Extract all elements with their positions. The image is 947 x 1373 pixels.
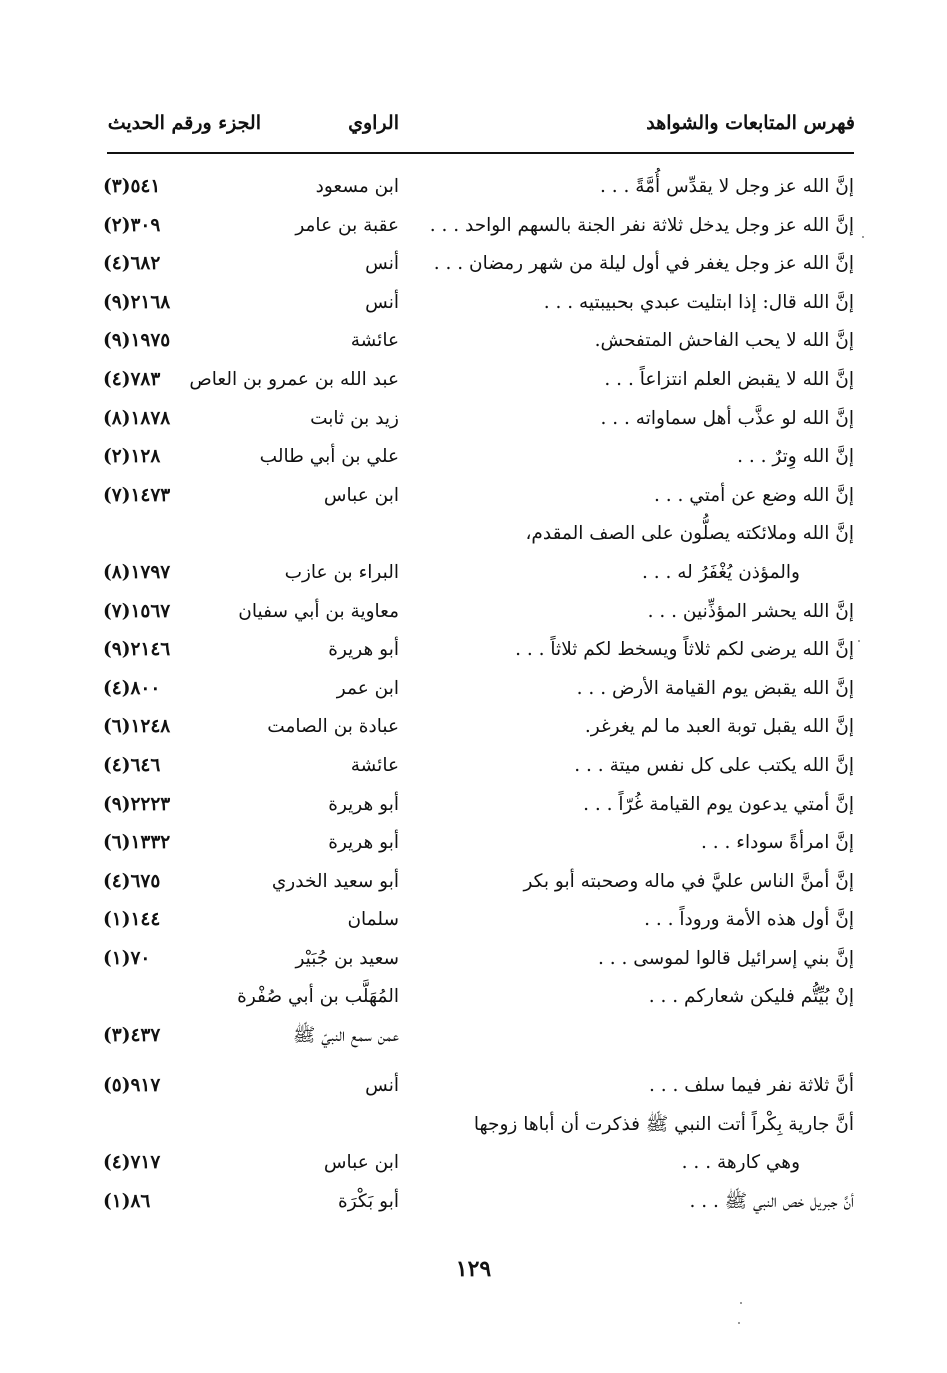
volume-hadith-reference: ٥٤١(٣) [103, 176, 161, 197]
narrator-name: أبو هريرة [328, 832, 399, 854]
narrator-name: أبو هريرة [328, 639, 399, 661]
narrator-name: سلمان [347, 909, 399, 931]
index-title: فهرس المتابعات والشواهد [646, 112, 855, 134]
hadith-incipit: إنَّ الله لا يحب الفاحش المتفحش. [594, 330, 854, 352]
index-entry-row [0, 440, 947, 479]
index-entry-row [0, 865, 947, 904]
hadith-incipit: إنَّ أمنَّ الناس عليَّ في ماله وصحبته أبو بكر [523, 870, 854, 892]
volume-hadith-reference: ١٢٤٨(٦) [103, 716, 171, 738]
speck [858, 640, 860, 642]
narrator-name: عائشة [350, 754, 399, 776]
volume-hadith-reference: ٢١٤٦(٩) [103, 639, 171, 661]
index-header [0, 112, 947, 142]
reference-column-heading: الجزء ورقم الحديث [107, 112, 261, 134]
index-entry-row [0, 1185, 947, 1224]
volume-hadith-reference: ٩١٧(٥) [103, 1075, 161, 1097]
narrator-name: عبادة بن الصامت [267, 716, 399, 738]
hadith-incipit: أنَّ جبريل خص النبي ﷺ . . . [689, 1190, 854, 1212]
hadith-incipit: إنَّ الله وملائكته يصلُّون على الصف المقدم، [525, 523, 854, 545]
narrator-name: ابن عمر [336, 677, 399, 699]
index-entry-row [0, 363, 947, 402]
hadith-incipit: إنَّ الله قال: إذا ابتليت عبدي بحبيبتيه . . . [543, 291, 854, 313]
hadith-incipit: إنَّ امرأةً سوداء . . . [701, 832, 854, 854]
index-entry-row [0, 710, 947, 749]
hadith-incipit: إنَّ الله عز وجل يغفر في أول ليلة من شهر رمضان . . . [433, 253, 854, 275]
speck [738, 1322, 740, 1324]
volume-hadith-reference: ١٨٧٨(٨) [103, 407, 171, 429]
narrator-name: عبد الله بن عمرو بن العاص [189, 368, 399, 390]
index-entry-row [0, 1146, 947, 1185]
hadith-incipit: وهي كارهة . . . [681, 1152, 800, 1174]
hadith-incipit: إنَّ الله وضع عن أمتي . . . [653, 484, 854, 506]
index-entry-row [0, 479, 947, 518]
index-entry-row [0, 209, 947, 248]
speck [862, 236, 864, 238]
volume-hadith-reference: ٢١٦٨(٩) [103, 291, 171, 313]
index-entry-row [0, 788, 947, 827]
narrator-name: أنس [365, 1075, 399, 1097]
index-entry-row [0, 633, 947, 672]
hadith-incipit: أنَّ جارية بِكْراً أتت النبي ﷺ فذكرت أن أباها زوجها [473, 1113, 854, 1135]
volume-hadith-reference: ١٤٤(١) [103, 909, 161, 931]
narrator-name: ابن عباس [323, 1152, 399, 1174]
index-entry-row [0, 247, 947, 286]
volume-hadith-reference: ١٤٧٣(٧) [103, 484, 171, 506]
volume-hadith-reference: ١٣٣٢(٦) [103, 832, 171, 854]
narrator-name: ابن عباس [323, 484, 399, 506]
index-entry-row [0, 556, 947, 595]
hadith-incipit: إنْ بُيِّتُّم فليكن شعاركم . . . [648, 986, 854, 1008]
hadith-incipit: إنَّ الله وِترٌ . . . [737, 446, 854, 468]
hadith-incipit: إنَّ الله عز وجل يدخل ثلاثة نفر الجنة بالسهم الواحد . . . [429, 214, 854, 236]
hadith-incipit: إنَّ أمتي يدعون يوم القيامة غُرّاً . . . [583, 793, 854, 815]
narrator-name: عمن سمع النبيّ ﷺ [292, 1025, 399, 1047]
index-entry-row [0, 826, 947, 865]
narrator-name: عائشة [350, 330, 399, 352]
volume-hadith-reference: ٦٤٦(٤) [103, 754, 161, 776]
narrator-name: أنس [365, 291, 399, 313]
hadith-incipit: إنَّ الله يحشر المؤذِّنين . . . [647, 600, 854, 622]
volume-hadith-reference: ١٧٩٧(٨) [103, 561, 171, 583]
narrator-name: أنس [365, 253, 399, 275]
narrator-name: البراء بن عازب [284, 561, 399, 583]
volume-hadith-reference: ٧٨٣(٤) [103, 368, 161, 390]
narrator-name: ابن مسعود [315, 176, 399, 197]
index-entry-row [0, 1108, 947, 1147]
index-entry-row [0, 402, 947, 441]
volume-hadith-reference: ٧٠(١) [103, 947, 151, 969]
index-entry-row [0, 170, 947, 209]
volume-hadith-reference: ٦٨٢(٤) [103, 253, 161, 275]
page-number: ١٢٩ [455, 1256, 492, 1282]
index-entry-row [0, 942, 947, 981]
hadith-incipit: إنَّ أول هذه الأمة وروداً . . . [644, 909, 854, 931]
hadith-incipit: إنَّ الله يكتب على كل نفس ميتة . . . [574, 754, 854, 776]
narrator-name: المُهَلَّب بن أبي صُفْرة [237, 986, 399, 1008]
hadith-incipit: أنَّ ثلاثة نفر فيما سلف . . . [648, 1075, 854, 1097]
hadith-incipit: إنَّ الله يقبل توبة العبد ما لم يغرغر. [584, 716, 854, 738]
narrator-name: أبو سعيد الخدري [271, 870, 399, 892]
narrator-name: عقبة بن عامر [295, 214, 399, 236]
narrator-column-heading: الراوي [348, 112, 399, 134]
index-entry-row [0, 595, 947, 634]
volume-hadith-reference: ١٢٨(٢) [103, 446, 161, 468]
narrator-name: معاوية بن أبي سفيان [238, 600, 399, 622]
volume-hadith-reference: ١٩٧٥(٩) [103, 330, 171, 352]
index-rows [0, 170, 947, 1223]
narrator-name: زيد بن ثابت [310, 407, 399, 429]
index-entry-row [0, 324, 947, 363]
volume-hadith-reference: ٧١٧(٤) [103, 1152, 161, 1174]
hadith-incipit: إنَّ الله عز وجل لا يقدِّس أُمَّةً . . . [599, 176, 854, 197]
index-entry-row [0, 1069, 947, 1108]
volume-hadith-reference: ٢٢٢٣(٩) [103, 793, 171, 815]
index-entry-row [0, 1019, 947, 1069]
header-rule [107, 152, 854, 154]
volume-hadith-reference: ٨٦(١) [103, 1190, 151, 1212]
hadith-incipit: والمؤذن يُغْفَرُ له . . . [641, 561, 800, 583]
narrator-name: علي بن أبي طالب [259, 446, 399, 468]
volume-hadith-reference: ٦٧٥(٤) [103, 870, 161, 892]
narrator-name: أبو بَكْرَة [338, 1190, 399, 1212]
volume-hadith-reference: ١٥٦٧(٧) [103, 600, 171, 622]
index-entry-row [0, 286, 947, 325]
volume-hadith-reference: ٨٠٠(٤) [103, 677, 161, 699]
index-entry-row [0, 903, 947, 942]
volume-hadith-reference: ٤٣٧(٣) [103, 1025, 161, 1047]
hadith-incipit: إنَّ الله يرضى لكم ثلاثاً ويسخط لكم ثلاثاً . . . [515, 639, 854, 661]
speck [740, 1302, 742, 1304]
hadith-incipit: إنَّ الله لو عذَّب أهل سماواته . . . [600, 407, 854, 429]
hadith-incipit: إنَّ الله لا يقبض العلم انتزاعاً . . . [604, 368, 854, 390]
index-entry-row [0, 749, 947, 788]
index-entry-row [0, 517, 947, 556]
index-entry-row [0, 980, 947, 1019]
narrator-name: أبو هريرة [328, 793, 399, 815]
hadith-incipit: إنَّ الله يقبض يوم القيامة الأرض . . . [576, 677, 854, 699]
volume-hadith-reference: ٣٠٩(٢) [103, 214, 161, 236]
index-entry-row [0, 672, 947, 711]
narrator-name: سعيد بن جُبَيْر [295, 947, 399, 969]
hadith-incipit: إنَّ بني إسرائيل قالوا لموسى . . . [597, 947, 854, 969]
